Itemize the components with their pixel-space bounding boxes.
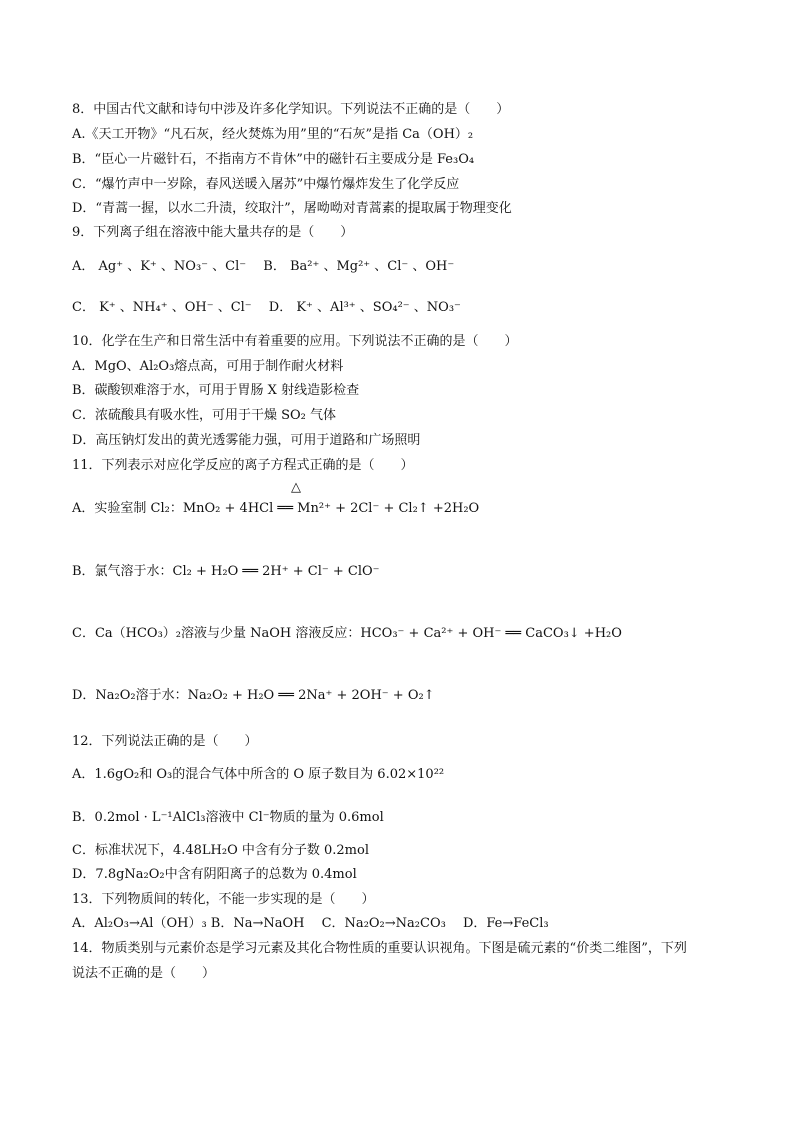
question-14-cont: 说法不正确的是（ ）: [72, 966, 216, 981]
question-12: 12．下列说法正确的是（ ）: [72, 734, 258, 749]
option-8c: C．“爆竹声中一岁除，春风送暖入屠苏”中爆竹爆炸发生了化学反应: [72, 177, 460, 192]
option-10a: A．MgO、Al₂O₃熔点高，可用于制作耐火材料: [72, 359, 344, 374]
option-10b: B．碳酸钡难溶于水，可用于胃肠 X 射线造影检查: [72, 383, 360, 398]
options-13: A．Al₂O₃→Al（OH）₃ B．Na→NaOH C．Na₂O₂→Na₂CO₃ D．Fe→FeCl₃: [72, 916, 549, 931]
question-9: 9．下列离子组在溶液中能大量共存的是（ ）: [72, 225, 354, 240]
question-10: 10．化学在生产和日常生活中有着重要的应用。下列说法不正确的是（ ）: [72, 334, 518, 349]
option-9ab: A． Ag⁺ 、K⁺ 、NO₃⁻ 、Cl⁻ B． Ba²⁺ 、Mg²⁺ 、Cl⁻ 、OH⁻: [72, 259, 455, 274]
option-12d: D．7.8gNa₂O₂中含有阴阳离子的总数为 0.4mol: [72, 867, 357, 882]
option-9cd: C． K⁺ 、NH₄⁺ 、OH⁻ 、Cl⁻ D． K⁺ 、Al³⁺ 、SO₄²⁻ 、NO₃⁻: [72, 300, 461, 315]
option-11b: B．氯气溶于水：Cl₂ + H₂O ══ 2H⁺ + Cl⁻ + ClO⁻: [72, 564, 380, 579]
option-12a: A．1.6gO₂和 O₃的混合气体中所含的 O 原子数目为 6.02×10²²: [72, 767, 445, 782]
option-11a: A．实验室制 Cl₂：MnO₂ + 4HCl ══ Mn²⁺ + 2Cl⁻ + Cl₂↑ +2H₂O: [72, 501, 480, 516]
question-13: 13．下列物质间的转化，不能一步实现的是（ ）: [72, 892, 375, 907]
option-8d: D．“青蒿一握，以水二升渍，绞取汁”，屠呦呦对青蒿素的提取属于物理变化: [72, 201, 512, 216]
option-11c: C．Ca（HCO₃）₂溶液与少量 NaOH 溶液反应：HCO₃⁻ + Ca²⁺ + OH⁻ ══ CaCO₃↓ +H₂O: [72, 626, 622, 641]
heat-triangle-icon: △: [291, 480, 301, 495]
option-8b: B．“臣心一片磁针石，不指南方不肯休”中的磁针石主要成分是 Fe₃O₄: [72, 152, 475, 167]
question-8: 8．中国古代文献和诗句中涉及许多化学知识。下列说法不正确的是（ ）: [72, 102, 510, 117]
option-12c: C．标准状况下，4.48LH₂O 中含有分子数 0.2mol: [72, 843, 369, 858]
question-14: 14．物质类别与元素价态是学习元素及其化合物性质的重要认识视角。下图是硫元素的“价类二维图”，下列: [72, 941, 687, 956]
option-8a: A.《天工开物》“凡石灰，经火焚炼为用”里的“石灰”是指 Ca（OH）₂: [72, 127, 474, 142]
option-10d: D．高压钠灯发出的黄光透雾能力强，可用于道路和广场照明: [72, 433, 421, 448]
option-11d: D．Na₂O₂溶于水：Na₂O₂ + H₂O ══ 2Na⁺ + 2OH⁻ + O₂↑: [72, 688, 435, 703]
option-10c: C．浓硫酸具有吸水性，可用于干燥 SO₂ 气体: [72, 408, 336, 423]
question-11: 11．下列表示对应化学反应的离子方程式正确的是（ ）: [72, 458, 414, 473]
option-12b: B．0.2mol · L⁻¹AlCl₃溶液中 Cl⁻物质的量为 0.6mol: [72, 810, 384, 825]
